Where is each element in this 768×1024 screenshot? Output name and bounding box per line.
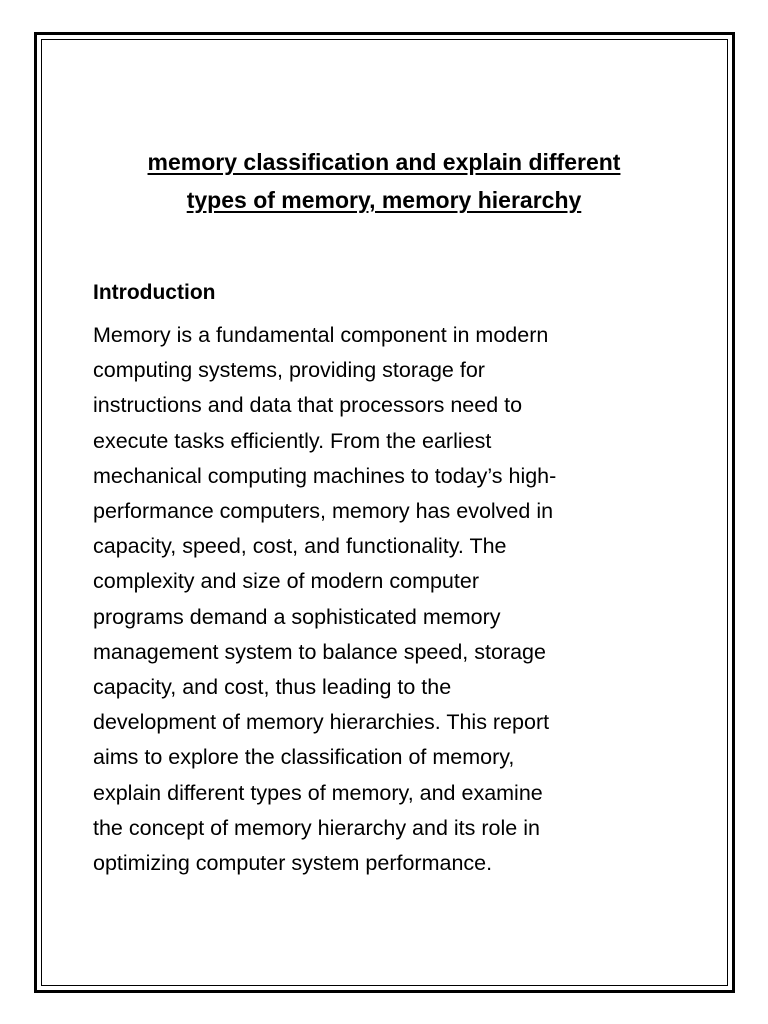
paragraph-line: mechanical computing machines to today’s high-	[93, 463, 557, 488]
document-title	[60, 143, 708, 219]
title-line: memory classification and explain different	[147, 149, 621, 175]
paragraph-line: capacity, speed, cost, and functionality. The	[93, 534, 507, 559]
paragraph-line: the concept of memory hierarchy and its role in	[93, 815, 540, 840]
paragraph-line: execute tasks efficiently. From the earliest	[93, 428, 492, 453]
paragraph-line: instructions and data that processors need to	[93, 393, 523, 418]
paragraph-line: management system to balance speed, storage	[93, 639, 546, 664]
paragraph-line: aims to explore the classification of memory,	[93, 745, 515, 770]
paragraph-line: development of memory hierarchies. This report	[93, 710, 550, 735]
paragraph-line: performance computers, memory has evolved in	[93, 499, 554, 524]
paragraph-line: programs demand a sophisticated memory	[93, 604, 501, 629]
paragraph-line: explain different types of memory, and examine	[93, 780, 543, 805]
paragraph-line: optimizing computer system performance.	[93, 851, 493, 876]
introduction-paragraph	[93, 318, 683, 881]
paragraph-line: capacity, and cost, thus leading to the	[93, 675, 452, 700]
paragraph-line: computing systems, providing storage for	[93, 358, 485, 383]
title-line: types of memory, memory hierarchy	[186, 187, 582, 213]
paragraph-line: Memory is a fundamental component in modern	[93, 323, 549, 347]
paragraph-line: complexity and size of modern computer	[93, 569, 479, 594]
section-heading: Introduction	[93, 281, 216, 304]
